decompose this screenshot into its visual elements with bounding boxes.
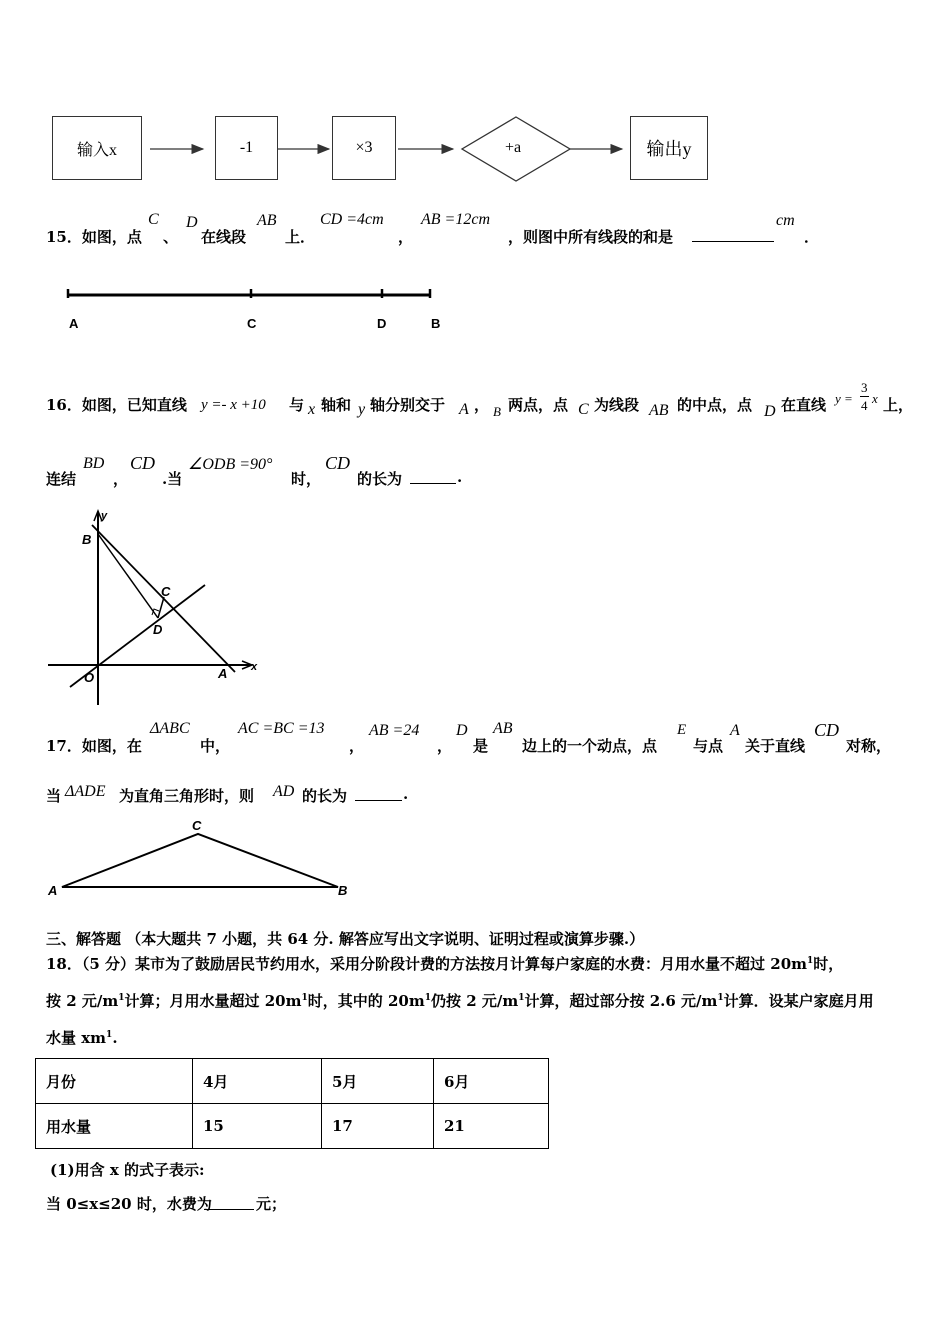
q17-t7: 为直角三角形时，则 bbox=[119, 787, 255, 805]
q18-line1 bbox=[46, 953, 843, 974]
q17-t2: 是 bbox=[473, 737, 489, 755]
q17-E: E bbox=[677, 722, 687, 738]
q17-tri: ΔABC bbox=[150, 720, 190, 737]
q17-l2a: 当 bbox=[46, 787, 62, 805]
q18-sup-6: 1 bbox=[717, 993, 724, 1003]
table-cell: 用水量 bbox=[36, 1104, 193, 1149]
q16-B: B bbox=[493, 404, 501, 419]
table-header-cell: 6月 bbox=[434, 1059, 549, 1104]
q18-line3 bbox=[46, 1027, 118, 1048]
q18-sup-5: 1 bbox=[518, 993, 525, 1003]
q18-line2 bbox=[46, 990, 874, 1011]
flow-times-label: ×3 bbox=[355, 139, 373, 156]
table-row bbox=[36, 1104, 549, 1149]
q16-line: y =- x +10 bbox=[201, 397, 266, 413]
table-cell: 17 bbox=[322, 1104, 434, 1149]
flow-minus-label: -1 bbox=[239, 139, 254, 156]
q18-line1b: 时， bbox=[813, 955, 844, 973]
q16-CD2: CD bbox=[325, 453, 351, 473]
q15-D: D bbox=[186, 214, 198, 231]
q17-t4: 与点 bbox=[693, 737, 724, 755]
q17-fig-A: A bbox=[48, 883, 58, 898]
q16-D: D bbox=[764, 403, 776, 420]
q16-t8: 上， bbox=[883, 396, 914, 414]
q18-line2a: 按 2 元/m bbox=[46, 992, 119, 1010]
q17-D: D bbox=[456, 722, 468, 739]
q16-l2a: 连结 bbox=[46, 470, 77, 488]
q16-line2-lhs: y = bbox=[835, 391, 853, 406]
q17-number: 17．如图，在 bbox=[46, 737, 142, 755]
q15-label-D: D bbox=[377, 316, 387, 331]
q17-t6: 对称， bbox=[846, 737, 892, 755]
q16-fig-D: D bbox=[153, 622, 163, 637]
q15-segment-figure bbox=[60, 285, 450, 305]
q15-C: C bbox=[148, 211, 159, 228]
q17-AD: AD bbox=[273, 783, 295, 800]
q16-fig-y: y bbox=[101, 510, 108, 522]
q18-sup-2: 1 bbox=[118, 993, 125, 1003]
q16-t11: 的长为 bbox=[357, 470, 403, 488]
q17-ab: AB =24 bbox=[369, 722, 420, 739]
q17-CD: CD bbox=[814, 720, 840, 740]
q15-label-C: C bbox=[247, 316, 257, 331]
q15-blank bbox=[692, 227, 774, 242]
q15-ab: AB =12cm bbox=[421, 211, 490, 228]
table-header-cell: 月份 bbox=[36, 1059, 193, 1104]
q16-A: A bbox=[459, 401, 469, 418]
q15-end: ． bbox=[804, 228, 820, 246]
q18-line2d: 仍按 2 元/m bbox=[430, 992, 519, 1010]
q16-t4: 两点，点 bbox=[508, 396, 569, 414]
q16-end: . bbox=[457, 468, 463, 486]
q16-fig-O: O bbox=[84, 670, 95, 685]
q18-line2f: 计算．设某户家庭月用 bbox=[723, 992, 874, 1010]
q16-CD: CD bbox=[130, 453, 156, 473]
q16-line2-x: x bbox=[872, 391, 878, 406]
q17-t3: 边上的一个动点，点 bbox=[522, 737, 658, 755]
section-3-heading: 三、解答题 （本大题共 7 小题，共 64 分. 解答应写出文字说明、证明过程或演算步骤.） bbox=[46, 930, 645, 948]
q16-t2: 轴和 bbox=[321, 396, 352, 414]
q16-comma2: ， bbox=[113, 470, 129, 488]
q18-sup-7: 1 bbox=[106, 1030, 113, 1040]
q16-t7: 在直线 bbox=[781, 396, 827, 414]
q17-triangle-figure bbox=[50, 826, 350, 896]
q16-number: 16．如图，已知直线 bbox=[46, 396, 187, 414]
q15-t2: 上． bbox=[285, 228, 316, 246]
q17-t5: 关于直线 bbox=[745, 737, 806, 755]
q15-sep: 、 bbox=[163, 228, 179, 246]
q17-blank bbox=[355, 786, 402, 801]
q17-end: . bbox=[403, 785, 409, 803]
q15-label-A: A bbox=[69, 316, 79, 331]
q16-fig-x: x bbox=[251, 661, 258, 673]
q15-t1: 在线段 bbox=[201, 228, 247, 246]
table-header-cell: 5月 bbox=[322, 1059, 434, 1104]
flow-output-label: 输出y bbox=[646, 139, 692, 159]
flow-plus-label: +a bbox=[505, 139, 522, 156]
q17-fig-C: C bbox=[192, 818, 202, 833]
q16-frac-den: 4 bbox=[861, 398, 868, 413]
q16-AB: AB bbox=[649, 402, 669, 419]
q18-line3a: 水量 xm bbox=[46, 1029, 107, 1047]
q16-angle: ∠ODB =90° bbox=[188, 456, 273, 473]
q18-line2e: 计算，超过部分按 2.6 元/m bbox=[524, 992, 718, 1010]
q17-t8: 的长为 bbox=[302, 787, 348, 805]
q18-blank bbox=[204, 1195, 254, 1210]
q16-t3: 轴分别交于 bbox=[370, 396, 446, 414]
q16-C: C bbox=[578, 401, 589, 418]
q15-comma: ， bbox=[398, 228, 414, 246]
q16-frac-num: 3 bbox=[861, 380, 868, 395]
q16-t6: 的中点，点 bbox=[677, 396, 753, 414]
q16-t5: 为线段 bbox=[594, 396, 640, 414]
q17-acbc: AC =BC =13 bbox=[238, 720, 325, 737]
q17-A: A bbox=[730, 722, 740, 739]
q18-sup-4: 1 bbox=[424, 993, 431, 1003]
q17-comma2: ， bbox=[437, 737, 453, 755]
q16-x: x bbox=[308, 401, 316, 418]
q17-ade: ΔADE bbox=[65, 783, 106, 800]
table-cell: 15 bbox=[193, 1104, 322, 1149]
q16-coordinate-figure bbox=[40, 505, 270, 710]
q15-number: 15．如图，点 bbox=[46, 228, 142, 246]
q16-y: y bbox=[358, 401, 366, 418]
q16-t10: 时， bbox=[291, 470, 322, 488]
flow-arrows bbox=[0, 140, 950, 160]
q15-unit: cm bbox=[776, 212, 795, 229]
q18-line2c: 时，其中的 20m bbox=[307, 992, 425, 1010]
q18-line3b: . bbox=[112, 1029, 118, 1047]
q16-blank bbox=[410, 469, 456, 484]
q17-fig-B: B bbox=[338, 883, 348, 898]
q16-BD: BD bbox=[83, 455, 105, 472]
q18-sub2a: 当 0≤x≤20 时，水费为 bbox=[46, 1195, 212, 1213]
q18-sup-1: 1 bbox=[807, 956, 814, 966]
table-row bbox=[36, 1059, 549, 1104]
table-cell: 21 bbox=[434, 1104, 549, 1149]
q17-t1: 中， bbox=[200, 737, 231, 755]
q15-cd: CD =4cm bbox=[320, 211, 384, 228]
q18-line1a: 18．（5 分）某市为了鼓励居民节约用水，采用分阶段计费的方法按月计算每户家庭的水费：月用水量不超过 20m bbox=[46, 955, 808, 973]
q16-frac-bar bbox=[860, 396, 869, 397]
q16-comma: ， bbox=[474, 396, 490, 414]
flow-input-label: 输入x bbox=[76, 141, 117, 159]
q17-comma: ， bbox=[349, 737, 365, 755]
q15-AB: AB bbox=[257, 212, 277, 229]
q16-t9: .当 bbox=[162, 470, 183, 488]
q15-label-B: B bbox=[431, 316, 441, 331]
q15-t3: ，则图中所有线段的和是 bbox=[508, 228, 674, 246]
q16-fig-C: C bbox=[161, 584, 171, 599]
q16-fig-B: B bbox=[82, 532, 92, 547]
q18-sub1: (1)用含 x 的式子表示: bbox=[50, 1161, 205, 1179]
q17-AB: AB bbox=[493, 720, 513, 737]
table-header-cell: 4月 bbox=[193, 1059, 322, 1104]
q16-t1: 与 bbox=[289, 396, 305, 414]
q18-sub2b: 元； bbox=[256, 1195, 287, 1213]
q18-line2b: 计算；月用水量超过 20m bbox=[124, 992, 302, 1010]
q16-fig-A: A bbox=[218, 666, 228, 681]
q18-water-table bbox=[35, 1058, 549, 1149]
q18-sup-3: 1 bbox=[301, 993, 308, 1003]
